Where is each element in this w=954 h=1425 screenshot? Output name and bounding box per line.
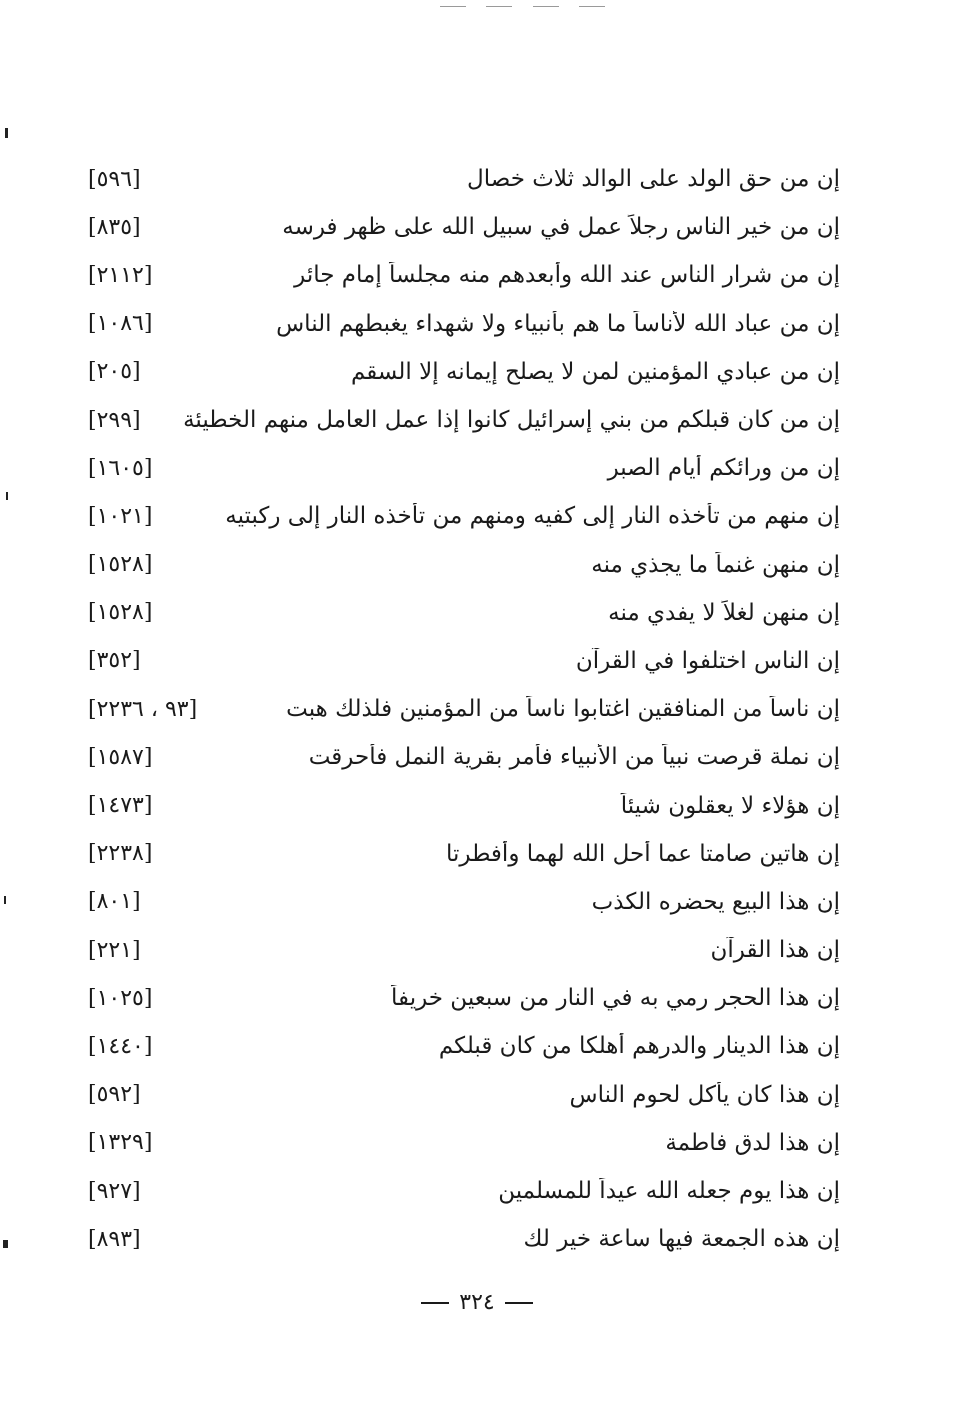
entry-reference: [٥٩٦] [88, 166, 141, 192]
entry-text: إن من عباد الله لأناساً ما هم بأنبياء ولا شهداء يغبطهم الناس [276, 310, 840, 337]
index-entry [88, 155, 840, 203]
entry-text: إن الناس اختلفوا في القرآن [575, 647, 840, 674]
entry-reference: [٩٣ ، ٢٢٣٦] [88, 696, 198, 722]
index-entry [88, 589, 840, 637]
entry-reference: [٨٣٥] [88, 214, 141, 240]
entry-text: إن هؤلاء لا يعقلون شيئاً [620, 792, 840, 819]
entry-reference: [٢١١٢] [88, 262, 153, 288]
entry-reference: [١٥٨٧] [88, 744, 153, 770]
entry-text: إن هذا لدق فاطمة [665, 1129, 840, 1156]
entry-text: إن هذا القرآن [710, 937, 840, 964]
hadith-index-list [88, 155, 840, 1263]
page-number: ٣٢٤ [459, 1290, 495, 1315]
entry-reference: [١٣٢٩] [88, 1130, 153, 1156]
entry-reference: [١٤٧٣] [88, 793, 153, 819]
entry-reference: [٨٠١] [88, 889, 141, 915]
entry-text: إن نملة قرصت نبياً من الأنبياء فأمر بقرية النمل فأحرقت [308, 744, 840, 771]
index-entry [88, 1167, 840, 1215]
index-entry [88, 781, 840, 829]
entry-reference: [٣٥٢] [88, 648, 141, 674]
entry-text: إن هذا كان يأكل لحوم الناس [569, 1081, 840, 1108]
index-entry [88, 300, 840, 348]
entry-reference: [١٦٠٥] [88, 455, 153, 481]
index-entry [88, 1119, 840, 1167]
entry-text: إن من حق الولد على الوالد ثلاث خصال [467, 166, 840, 193]
index-entry [88, 926, 840, 974]
index-entry [88, 1215, 840, 1263]
rule-segment [579, 6, 605, 7]
index-entry [88, 1071, 840, 1119]
index-entry [88, 444, 840, 492]
index-entry [88, 203, 840, 251]
entry-text: إن هذا الدينار والدرهم أهلكا من كان قبلكم [438, 1033, 840, 1060]
index-entry [88, 541, 840, 589]
entry-text: إن من ورائكم أيام الصبر [607, 455, 840, 482]
entry-text: إن من عبادي المؤمنين لمن لا يصلح إيمانه إلا السقم [350, 358, 840, 385]
entry-reference: [٩٢٧] [88, 1178, 141, 1204]
index-entry [88, 974, 840, 1022]
index-entry [88, 1022, 840, 1070]
index-entry [88, 685, 840, 733]
entry-reference: [٢٠٥] [88, 359, 141, 385]
index-entry [88, 733, 840, 781]
index-entry [88, 830, 840, 878]
rule-segment [486, 6, 512, 7]
entry-reference: [١٥٢٨] [88, 600, 153, 626]
entry-text: إن هذا البيع يحضره الكذب [591, 888, 840, 915]
margin-mark [6, 492, 8, 500]
entry-text: إن من كان قبلكم من بني إسرائيل كانوا إذا عمل العامل منهم الخطيئة [183, 407, 840, 434]
rule-segment [440, 6, 466, 7]
entry-reference: [١٠٢١] [88, 503, 153, 529]
index-entry [88, 637, 840, 685]
entry-text: إن منهن لغلاً لا يفدي منه [608, 599, 840, 626]
index-entry [88, 251, 840, 299]
entry-text: إن من شرار الناس عند الله وأبعدهم منه مجلساً إمام جائر [294, 262, 840, 289]
index-entry [88, 348, 840, 396]
entry-reference: [٨٩٣] [88, 1226, 141, 1252]
entry-reference: [٢٢٣٨] [88, 841, 153, 867]
entry-text: إن منهم من تأخذه النار إلى كفيه ومنهم من تأخذه النار إلى ركبتيه [225, 503, 840, 530]
index-entry [88, 396, 840, 444]
entry-text: إن هذا يوم جعله الله عيداً للمسلمين [498, 1178, 840, 1205]
rule-segment [533, 6, 559, 7]
index-entry [88, 878, 840, 926]
margin-mark [4, 896, 6, 904]
entry-reference: [١٥٢٨] [88, 552, 153, 578]
footer-dash [505, 1302, 533, 1304]
footer-dash [421, 1302, 449, 1304]
entry-reference: [١٠٢٥] [88, 985, 153, 1011]
entry-reference: [١٤٤٠] [88, 1033, 153, 1059]
entry-text: إن هذه الجمعة فيها ساعة خير لك [523, 1226, 840, 1253]
top-decorative-rule [440, 6, 605, 8]
margin-mark [3, 1240, 8, 1248]
entry-reference: [٢٩٩] [88, 407, 141, 433]
index-entry [88, 492, 840, 540]
entry-text: إن منهن غنماً ما يجذي منه [591, 551, 840, 578]
margin-mark [5, 128, 8, 138]
entry-reference: [٥٩٢] [88, 1082, 141, 1108]
entry-text: إن هاتين صامتا عما أحل الله لهما وأفطرتا [445, 840, 840, 867]
entry-reference: [١٠٨٦] [88, 311, 153, 337]
entry-reference: [٢٢١] [88, 937, 141, 963]
entry-text: إن ناساً من المنافقين اغتابوا ناساً من المؤمنين فلذلك هبت [286, 696, 840, 723]
entry-text: إن هذا الحجر رمي به في النار من سبعين خريفاً [391, 985, 840, 1012]
page-number-footer [0, 1290, 954, 1315]
entry-text: إن من خير الناس رجلاً عمل في سبيل الله على ظهر فرسه [282, 214, 840, 241]
